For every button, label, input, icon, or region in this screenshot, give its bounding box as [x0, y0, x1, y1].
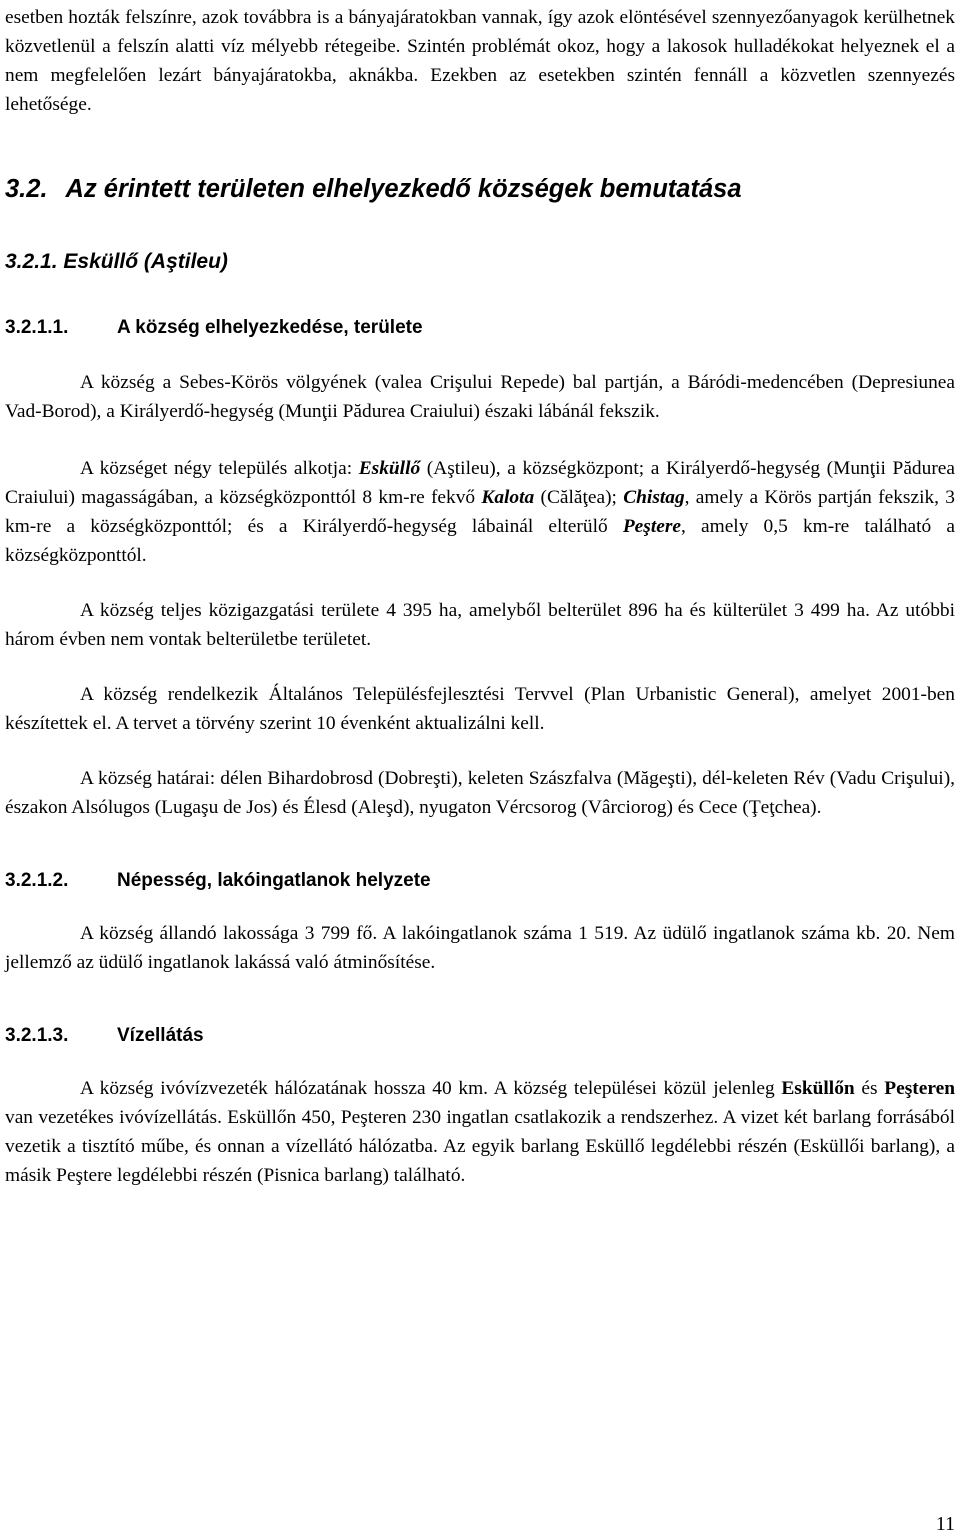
section-title: A község elhelyezkedése, területe [117, 317, 423, 338]
section-number: 3.2.1.3. [5, 1025, 69, 1046]
page-number: 11 [935, 1513, 955, 1535]
plan-paragraph: A község rendelkezik Általános Településfejlesztési Tervvel (Plan Urbanistic General), amelyet 2001-ben készítettek el. A tervet a törvény szerint 10 évenként aktualizálni kell. [5, 684, 955, 734]
text-run: A község ivóvízvezeték hálózatának hossza 40 km. A község települései közül jelenleg [80, 1078, 782, 1099]
text-run: (Aştileu), a községközpont; a Királyerdő-hegység (Munţii Pădurea Craiului) magasságában, a községközponttól 8 km-re fekvő [5, 458, 955, 508]
text-run: , amely 0,5 km-re található a községközponttól. [5, 516, 955, 566]
section-3-2-heading [5, 174, 955, 204]
intro-paragraph: esetben hozták felszínre, azok továbbra is a bányajáratokban vannak, így azok elöntésével szennyezőanyagok kerülhetnek közvetlenül a felszín alatti víz mélyebb rétegeibe. Szintén problémát okoz, hogy a lakosok hulladékokat helyeznek el a nem megfelelően lezárt bányajáratokba, aknákba. Ezekben az esetekben szintén fennáll a közvetlen szennyezés lehetősége. [5, 7, 955, 115]
section-3-2-1-3-heading [5, 1023, 955, 1049]
settlement-name-chistag: Chistag [623, 487, 685, 508]
settlement-name-kalota: Kalota [481, 487, 535, 508]
settlements-paragraph [5, 454, 955, 570]
borders-paragraph: A község határai: délen Bihardobrosd (Dobreşti), keleten Szászfalva (Măgeşti), dél-keleten Rév (Vadu Crişului), északon Alsólugos (Lugaşu de Jos) és Élesd (Aleşd), nyugaton Vércsorog (Vârciorog) és Cece (Ţeţchea). [5, 768, 955, 818]
section-title: Népesség, lakóingatlanok helyzete [117, 870, 431, 891]
section-number: 3.2.1.1. [5, 317, 69, 338]
section-number: 3.2.1.2. [5, 870, 69, 891]
water-supply-paragraph [5, 1074, 955, 1190]
settlement-pesteren: Peşteren [884, 1078, 955, 1099]
text-run: és [854, 1078, 885, 1099]
text-run: A községet négy település alkotja: [80, 458, 359, 479]
area-paragraph: A község teljes közigazgatási területe 4 395 ha, amelyből belterület 896 ha és külterület 3 499 ha. Az utóbbi három évben nem vontak belterületbe területet. [5, 600, 955, 650]
section-3-2-1-1-heading [5, 315, 955, 341]
location-paragraph: A község a Sebes-Körös völgyének (valea Crişului Repede) bal partján, a Báródi-medencében (Depresiunea Vad-Borod), a Királyerdő-hegység (Munţii Pădurea Craiului) északi lábánál fekszik. [5, 372, 955, 422]
settlement-name-pestere: Peştere [622, 516, 681, 537]
text-run: van vezetékes ivóvízellátás. Esküllőn 450, Peşteren 230 ingatlan csatlakozik a rendszerhez. A vizet két barlang forrásából vezetik a tisztító műbe, és onnan a vízellátó hálózatba. Az egyik barlang Esküllő legdélebbi részén (Esküllői barlang), a másik Peştere legdélebbi részén (Pisnica barlang) található. [5, 1107, 955, 1186]
settlement-name-eskullo: Esküllő [358, 458, 421, 479]
document-page [5, 0, 955, 1190]
section-title: Az érintett területen elhelyezkedő községek bemutatása [65, 175, 742, 203]
text-run: , amely a Körös partján fekszik, 3 km-re a községközponttól; és a Királyerdő-hegység lábainál elterülő [5, 487, 955, 537]
population-paragraph: A község állandó lakossága 3 799 fő. A lakóingatlanok száma 1 519. Az üdülő ingatlanok száma kb. 20. Nem jellemző az üdülő ingatlanok lakássá való átminősítése. [5, 923, 955, 973]
section-title: Esküllő (Aştileu) [63, 250, 228, 273]
section-number: 3.2.1. [5, 250, 58, 273]
section-3-2-1-heading [5, 249, 955, 275]
settlement-eskullon: Esküllőn [781, 1078, 855, 1099]
section-title: Vízellátás [117, 1025, 204, 1046]
section-number: 3.2. [5, 175, 48, 203]
text-run: (Călăţea); [534, 487, 624, 508]
section-3-2-1-2-heading [5, 868, 955, 894]
